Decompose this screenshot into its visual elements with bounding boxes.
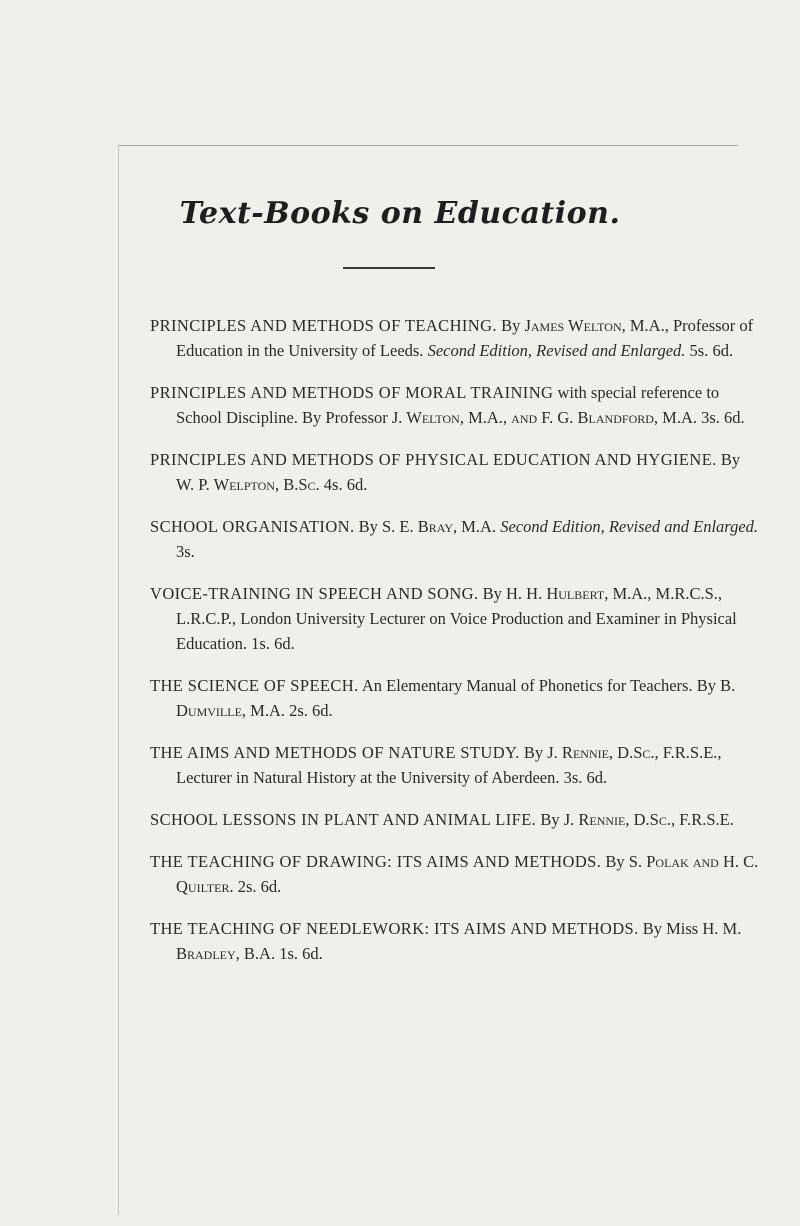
book-entry bbox=[150, 849, 760, 899]
book-details: Lecturer in Natural History at the University of Aberdeen. bbox=[176, 767, 560, 787]
book-entry bbox=[150, 807, 760, 832]
book-authors: S. E. Bray, M.A. bbox=[382, 516, 497, 536]
book-authors: H. H. Hulbert, M.A., M.R.C.S., L.R.C.P., bbox=[176, 583, 723, 628]
book-price: 3s. 6d. bbox=[563, 767, 608, 787]
book-title: THE AIMS AND METHODS OF NATURE STUDY. bbox=[150, 742, 520, 762]
book-price: 1s. 6d. bbox=[279, 943, 323, 963]
book-edition: Second Edition, Revised and Enlarged. bbox=[500, 516, 759, 536]
book-edition: Second Edition, Revised and Enlarged. bbox=[427, 340, 686, 360]
book-authors: H. M. Bradley, B.A. bbox=[176, 918, 742, 963]
book-title: PRINCIPLES AND METHODS OF TEACHING. bbox=[150, 315, 497, 335]
book-title: PRINCIPLES AND METHODS OF MORAL TRAINING bbox=[150, 382, 554, 402]
book-entry bbox=[150, 380, 760, 430]
book-entry bbox=[150, 673, 760, 723]
book-by: An Elementary Manual of Phonetics for Teachers. By bbox=[361, 675, 716, 695]
page-border-top bbox=[118, 145, 738, 146]
book-by: By bbox=[501, 315, 521, 335]
book-by: By bbox=[482, 583, 502, 603]
book-price: 4s. 6d. bbox=[323, 474, 368, 494]
book-details: Professor of Education in the University of Leeds. bbox=[176, 315, 754, 360]
book-authors: W. P. Welpton, B.Sc. bbox=[176, 474, 320, 494]
book-list bbox=[150, 296, 760, 983]
book-price: 2s. 6d. bbox=[237, 876, 282, 896]
book-by: By bbox=[720, 449, 741, 469]
book-title: SCHOOL ORGANISATION. bbox=[150, 516, 355, 536]
book-price: 5s. 6d. bbox=[689, 340, 734, 360]
book-entry bbox=[150, 581, 760, 656]
book-by: By bbox=[605, 851, 625, 871]
book-by: By bbox=[540, 809, 560, 829]
book-title: THE SCIENCE OF SPEECH. bbox=[150, 675, 359, 695]
book-entry bbox=[150, 740, 760, 790]
book-price: 3s. bbox=[176, 541, 195, 561]
book-by: By bbox=[358, 516, 378, 536]
book-entry bbox=[150, 514, 760, 564]
book-authors: James Welton, M.A., bbox=[524, 315, 669, 335]
book-authors: J. Rennie, D.Sc., F.R.S.E., bbox=[547, 742, 722, 762]
book-authors: J. Rennie, D.Sc., F.R.S.E. bbox=[563, 809, 734, 829]
book-authors: S. Polak and H. C. Quilter. bbox=[176, 851, 759, 896]
book-authors: J. Welton, M.A., and F. G. Blandford, M.A. bbox=[391, 407, 697, 427]
book-entry bbox=[150, 916, 760, 966]
book-title: THE TEACHING OF DRAWING: ITS AIMS AND METHODS. bbox=[150, 851, 602, 871]
book-title: SCHOOL LESSONS IN PLANT AND ANIMAL LIFE. bbox=[150, 809, 537, 829]
book-entry bbox=[150, 447, 760, 497]
book-title: VOICE-TRAINING IN SPEECH AND SONG. bbox=[150, 583, 479, 603]
book-entry bbox=[150, 313, 760, 363]
book-price: 3s. 6d. bbox=[701, 407, 745, 427]
book-details: London University Lecturer on Voice Production and Examiner in Physical Education. bbox=[176, 608, 737, 653]
page-heading: Text-Books on Education. bbox=[179, 196, 621, 231]
book-by: By bbox=[523, 742, 544, 762]
book-price: 1s. 6d. bbox=[251, 633, 295, 653]
page-border-left bbox=[118, 145, 119, 1215]
book-price: 2s. 6d. bbox=[289, 700, 333, 720]
heading-divider bbox=[343, 267, 435, 269]
book-title: PRINCIPLES AND METHODS OF PHYSICAL EDUCATION AND HYGIENE. bbox=[150, 449, 717, 469]
book-authors: B. Dumville, M.A. bbox=[176, 675, 736, 720]
book-title: THE TEACHING OF NEEDLEWORK: ITS AIMS AND METHODS. bbox=[150, 918, 639, 938]
book-by: with special reference to School Discipline. By Professor bbox=[176, 382, 720, 427]
book-by: By Miss bbox=[642, 918, 699, 938]
